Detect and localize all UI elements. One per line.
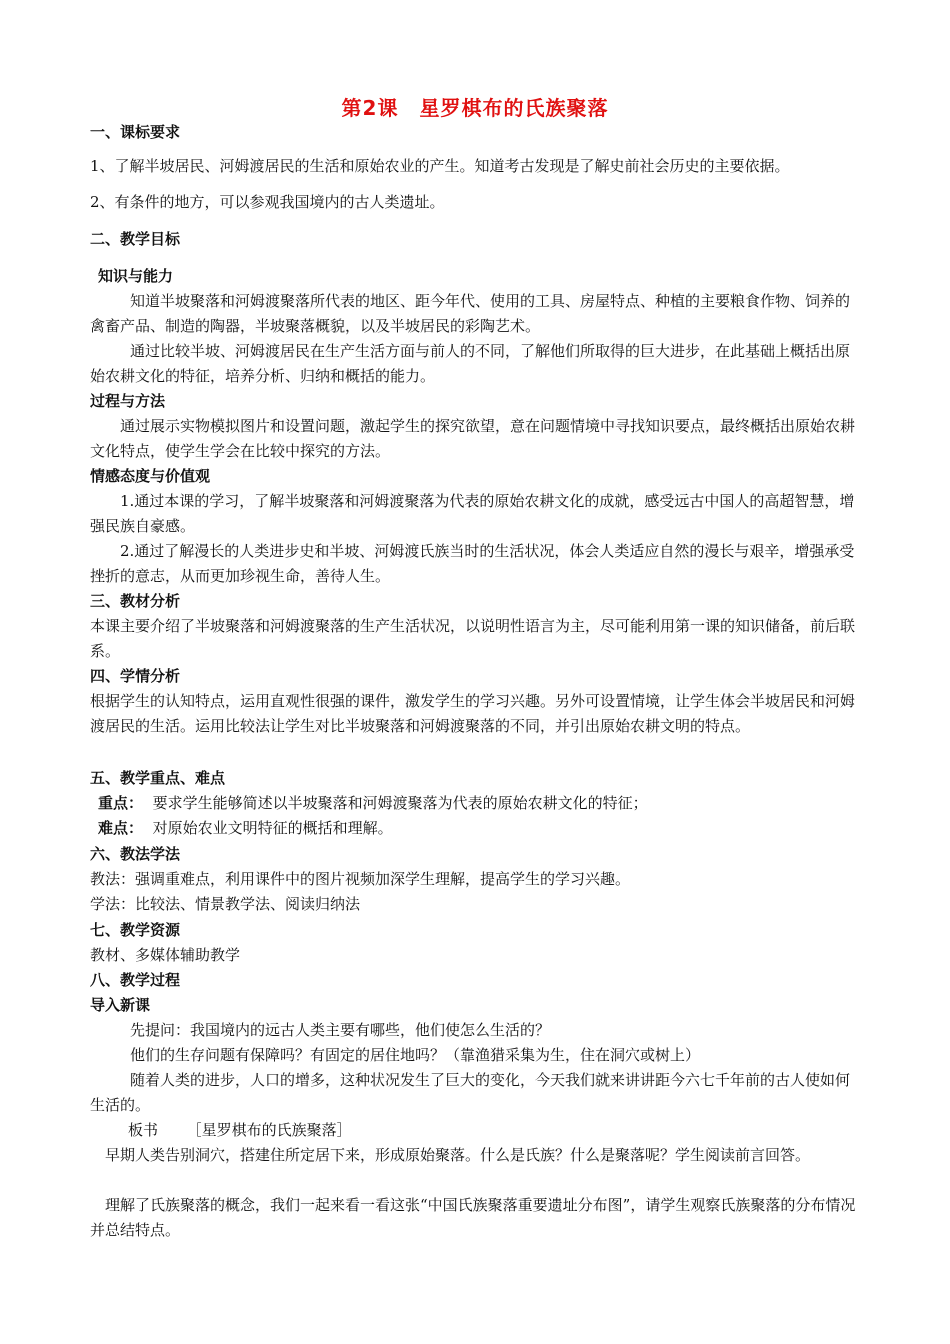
section-objectives bbox=[90, 227, 860, 252]
paragraph bbox=[90, 1018, 860, 1043]
paragraph-text: 学法：比较法、情景教学法、阅读归纳法 bbox=[90, 895, 361, 913]
paragraph bbox=[90, 289, 860, 339]
paragraph bbox=[90, 190, 860, 215]
board-line bbox=[128, 1118, 898, 1143]
paragraph-text: 教材、多媒体辅助教学 bbox=[90, 946, 241, 964]
paragraph-text: 早期人类告别洞穴，搭建住所定居下来，形成原始聚落。什么是氏族？什么是聚落呢？学生阅读前言回答。 bbox=[105, 1146, 811, 1164]
paragraph-text: 知道半坡聚落和河姆渡聚落所代表的地区、距今年代、使用的工具、房屋特点、种植的主要粮食作物、饲养的禽畜产品、制造的陶器，半坡聚落概貌，以及半坡居民的彩陶艺术。 bbox=[90, 292, 851, 335]
difficulty-label: 难点： bbox=[98, 819, 144, 837]
paragraph bbox=[90, 489, 860, 539]
paragraph bbox=[90, 414, 860, 464]
section-heading: 二、教学目标 bbox=[90, 230, 181, 248]
paragraph bbox=[90, 614, 860, 664]
paragraph bbox=[90, 943, 860, 968]
paragraph bbox=[90, 1143, 860, 1168]
paragraph-text: 1.通过本课的学习，了解半坡聚落和河姆渡聚落为代表的原始农耕文化的成就，感受远古中国人的高超智慧，增强民族自豪感。 bbox=[90, 492, 855, 535]
section-process bbox=[90, 968, 860, 993]
section-heading: 五、教学重点、难点 bbox=[90, 769, 226, 787]
subsection-heading bbox=[90, 993, 860, 1018]
paragraph bbox=[90, 539, 860, 589]
subheading-process: 过程与方法 bbox=[90, 392, 166, 410]
paragraph bbox=[90, 339, 860, 389]
section-resources bbox=[90, 918, 860, 943]
paragraph bbox=[90, 892, 860, 917]
paragraph bbox=[90, 154, 870, 179]
paragraph-text: 教法：强调重难点，利用课件中的图片视频加深学生理解，提高学生的学习兴趣。 bbox=[90, 870, 631, 888]
section-heading: 六、教法学法 bbox=[90, 845, 181, 863]
subheading-knowledge: 知识与能力 bbox=[98, 267, 174, 285]
paragraph-text: 1、了解半坡居民、河姆渡居民的生活和原始农业的产生。知道考古发现是了解史前社会历史的主要依据。 bbox=[90, 157, 790, 175]
paragraph bbox=[90, 689, 860, 739]
section-heading: 三、教材分析 bbox=[90, 592, 181, 610]
paragraph bbox=[90, 867, 860, 892]
paragraph-text: 通过展示实物模拟图片和设置问题，激起学生的探究欲望，意在问题情境中寻找知识要点，最终概括出原始农耕文化特点，使学生学会在比较中探究的方法。 bbox=[90, 417, 856, 460]
key-text: 要求学生能够简述以半坡聚落和河姆渡聚落为代表的原始农耕文化的特征； bbox=[152, 794, 648, 812]
page-title: 第2课 星罗棋布的氏族聚落 bbox=[341, 96, 609, 120]
section-heading: 四、学情分析 bbox=[90, 667, 181, 685]
subsection-heading bbox=[98, 264, 868, 289]
key-point-line bbox=[98, 791, 868, 816]
subsection-heading bbox=[90, 464, 860, 489]
paragraph-text: 随着人类的进步，人口的增多，这种状况发生了巨大的变化，今天我们就来讲讲距今六七千年前的古人使如何生活的。 bbox=[90, 1071, 851, 1114]
paragraph-text: 本课主要介绍了半坡聚落和河姆渡聚落的生产生活状况，以说明性语言为主，尽可能利用第一课的知识储备，前后联系。 bbox=[90, 617, 856, 660]
paragraph-text: 他们的生存问题有保障吗？有固定的居住地吗？（靠渔猎采集为生，住在洞穴或树上） bbox=[130, 1046, 701, 1064]
paragraph-text: 2、有条件的地方，可以参观我国境内的古人类遗址。 bbox=[90, 193, 445, 211]
paragraph-text: 通过比较半坡、河姆渡居民在生产生活方面与前人的不同，了解他们所取得的巨大进步，在此基础上概括出原始农耕文化的特征，培养分析、归纳和概括的能力。 bbox=[90, 342, 851, 385]
section-materials bbox=[90, 589, 860, 614]
paragraph-text: 先提问：我国境内的远古人类主要有哪些，他们使怎么生活的？ bbox=[130, 1021, 551, 1039]
paragraph-text: 理解了氏族聚落的概念，我们一起来看一看这张“中国氏族聚落重要遗址分布图”，请学生观察氏族聚落的分布情况并总结特点。 bbox=[90, 1196, 856, 1239]
section-keypoints bbox=[90, 766, 860, 791]
subheading-intro: 导入新课 bbox=[90, 996, 151, 1014]
section-learners bbox=[90, 664, 860, 689]
section-methods bbox=[90, 842, 860, 867]
paragraph bbox=[90, 1043, 860, 1068]
paragraph-text: 根据学生的认知特点，运用直观性很强的课件，激发学生的学习兴趣。另外可设置情境，让学生体会半坡居民和河姆渡居民的生活。运用比较法让学生对比半坡聚落和河姆渡聚落的不同，并引出原始农耕文明的特点。 bbox=[90, 692, 856, 735]
section-heading: 一、课标要求 bbox=[90, 123, 181, 141]
paragraph-text: 2.通过了解漫长的人类进步史和半坡、河姆渡氏族当时的生活状况，体会人类适应自然的漫长与艰辛，增强承受挫折的意志，从而更加珍视生命，善待人生。 bbox=[90, 542, 855, 585]
section-heading: 八、教学过程 bbox=[90, 971, 181, 989]
section-curriculum bbox=[90, 120, 860, 145]
board-text: ［星罗棋布的氏族聚落］ bbox=[186, 1121, 352, 1139]
subheading-emotion: 情感态度与价值观 bbox=[90, 467, 211, 485]
difficulty-line bbox=[98, 816, 868, 841]
paragraph bbox=[90, 1193, 860, 1243]
board-label: 板书 bbox=[128, 1121, 159, 1139]
paragraph bbox=[90, 1068, 860, 1118]
section-heading: 七、教学资源 bbox=[90, 921, 181, 939]
subsection-heading bbox=[90, 389, 860, 414]
key-label: 重点： bbox=[98, 794, 144, 812]
difficulty-text: 对原始农业文明特征的概括和理解。 bbox=[152, 819, 393, 837]
